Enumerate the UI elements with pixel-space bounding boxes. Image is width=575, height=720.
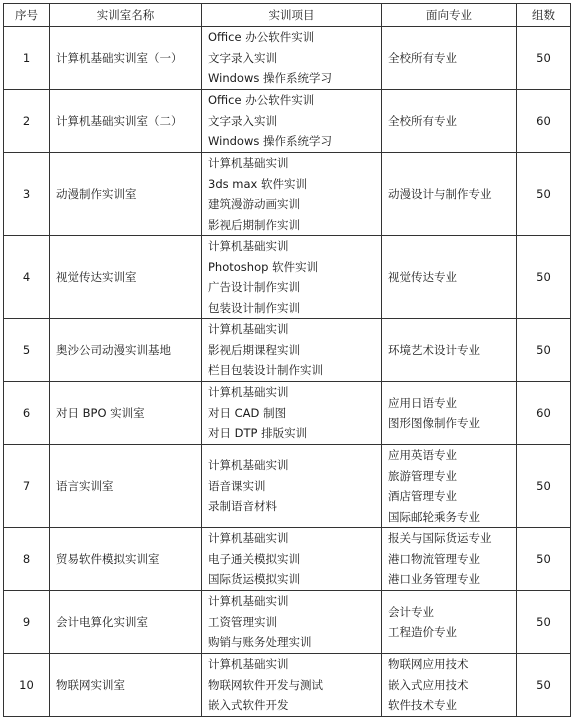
project-item: 3ds max 软件实训: [208, 176, 307, 191]
table-row: [4, 445, 571, 528]
project-item: 计算机基础实训: [208, 156, 289, 170]
cell-groups: 60: [517, 382, 571, 445]
major-item: 物联网应用技术: [388, 657, 469, 672]
table-row: [4, 382, 571, 445]
project-item: 工资管理实训: [208, 614, 277, 629]
cell-majors: [382, 236, 517, 319]
project-item: Office 办公软件实训: [208, 93, 315, 108]
cell-index: 3: [4, 153, 50, 236]
cell-majors: [382, 27, 517, 90]
cell-projects: [202, 445, 382, 528]
table-row: [4, 236, 571, 319]
table-row: [4, 27, 571, 90]
project-item: 计算机基础实训: [208, 657, 289, 672]
project-item: 建筑漫游动画实训: [208, 197, 300, 211]
project-item: 录制语音材料: [208, 499, 277, 514]
cell-groups: 50: [517, 319, 571, 382]
header-index: 序号: [4, 4, 50, 27]
major-item: 酒店管理专业: [388, 489, 457, 503]
major-item: 工程造价专业: [388, 625, 457, 639]
project-item: 语音课实训: [208, 478, 266, 493]
cell-projects: [202, 382, 382, 445]
major-item: 国际邮轮乘务专业: [388, 509, 480, 524]
project-item: 广告设计制作实训: [208, 280, 300, 294]
header-projects: 实训项目: [202, 4, 382, 27]
cell-lab-name: 奥沙公司动漫实训基地: [50, 319, 202, 382]
project-item: 文字录入实训: [208, 50, 277, 65]
major-item: 港口业务管理专业: [388, 572, 480, 587]
cell-majors: [382, 591, 517, 654]
cell-groups: 50: [517, 528, 571, 591]
project-item: 文字录入实训: [208, 113, 277, 128]
cell-index: 4: [4, 236, 50, 319]
cell-projects: [202, 27, 382, 90]
lab-table: [3, 3, 571, 717]
major-item: 嵌入式应用技术: [388, 677, 469, 692]
cell-groups: 50: [517, 27, 571, 90]
project-item: 对日 DTP 排版实训: [208, 426, 308, 441]
header-majors: 面向专业: [382, 4, 517, 27]
cell-majors: [382, 528, 517, 591]
major-item: 报关与国际货运专业: [388, 531, 492, 546]
project-item: 对日 CAD 制图: [208, 405, 287, 420]
cell-lab-name: 语言实训室: [50, 445, 202, 528]
cell-projects: [202, 591, 382, 654]
header-name: 实训室名称: [50, 4, 202, 27]
project-item: 影视后期制作实训: [208, 217, 300, 232]
project-item: Office 办公软件实训: [208, 30, 315, 45]
major-item: 视觉传达专业: [388, 269, 457, 284]
cell-index: 2: [4, 90, 50, 153]
cell-projects: [202, 236, 382, 319]
cell-lab-name: 对日 BPO 实训室: [50, 382, 202, 445]
cell-majors: [382, 445, 517, 528]
header-row: [4, 4, 571, 27]
cell-index: 10: [4, 654, 50, 717]
major-item: 会计专业: [388, 604, 434, 619]
table-row: [4, 591, 571, 654]
project-item: 购销与账务处理实训: [208, 635, 312, 650]
cell-lab-name: 计算机基础实训室（一）: [50, 27, 202, 90]
cell-majors: [382, 382, 517, 445]
major-item: 应用英语专业: [388, 448, 457, 462]
cell-majors: [382, 153, 517, 236]
major-item: 全校所有专业: [388, 50, 457, 65]
project-item: 计算机基础实训: [208, 239, 289, 253]
cell-majors: [382, 90, 517, 153]
cell-lab-name: 会计电算化实训室: [50, 591, 202, 654]
table-row: [4, 654, 571, 717]
project-item: Windows 操作系统学习: [208, 134, 332, 149]
project-item: 计算机基础实训: [208, 458, 289, 473]
header-groups: 组数: [517, 4, 571, 27]
major-item: 软件技术专业: [388, 698, 457, 713]
project-item: 计算机基础实训: [208, 322, 289, 337]
major-item: 港口物流管理专业: [388, 551, 480, 566]
cell-index: 6: [4, 382, 50, 445]
table-row: [4, 90, 571, 153]
cell-groups: 50: [517, 591, 571, 654]
project-item: 计算机基础实训: [208, 385, 289, 400]
cell-index: 7: [4, 445, 50, 528]
cell-groups: 50: [517, 445, 571, 528]
cell-groups: 50: [517, 654, 571, 717]
table-body: [4, 27, 571, 717]
cell-index: 1: [4, 27, 50, 90]
major-item: 全校所有专业: [388, 113, 457, 128]
major-item: 动漫设计与制作专业: [388, 186, 492, 201]
cell-groups: 50: [517, 153, 571, 236]
cell-majors: [382, 654, 517, 717]
major-item: 应用日语专业: [388, 395, 457, 410]
major-item: 旅游管理专业: [388, 468, 457, 483]
cell-lab-name: 动漫制作实训室: [50, 153, 202, 236]
table-row: [4, 528, 571, 591]
cell-lab-name: 贸易软件模拟实训室: [50, 528, 202, 591]
cell-index: 9: [4, 591, 50, 654]
cell-groups: 60: [517, 90, 571, 153]
project-item: Windows 操作系统学习: [208, 71, 332, 86]
cell-index: 5: [4, 319, 50, 382]
major-item: 图形图像制作专业: [388, 416, 480, 430]
cell-lab-name: 物联网实训室: [50, 654, 202, 717]
project-item: 包装设计制作实训: [208, 300, 300, 315]
project-item: Photoshop 软件实训: [208, 259, 319, 274]
cell-projects: [202, 654, 382, 717]
project-item: 计算机基础实训: [208, 531, 289, 546]
cell-projects: [202, 528, 382, 591]
cell-projects: [202, 319, 382, 382]
project-item: 电子通关模拟实训: [208, 551, 300, 566]
cell-lab-name: 计算机基础实训室（二）: [50, 90, 202, 153]
table-row: [4, 319, 571, 382]
cell-index: 8: [4, 528, 50, 591]
cell-groups: 50: [517, 236, 571, 319]
major-item: 环境艺术设计专业: [388, 342, 480, 357]
project-item: 计算机基础实训: [208, 594, 289, 609]
project-item: 栏目包装设计制作实训: [208, 363, 323, 378]
project-item: 国际货运模拟实训: [208, 572, 300, 587]
cell-projects: [202, 153, 382, 236]
project-item: 物联网软件开发与测试: [208, 677, 323, 692]
cell-majors: [382, 319, 517, 382]
cell-projects: [202, 90, 382, 153]
table-row: [4, 153, 571, 236]
project-item: 影视后期课程实训: [208, 342, 300, 357]
project-item: 嵌入式软件开发: [208, 698, 289, 713]
cell-lab-name: 视觉传达实训室: [50, 236, 202, 319]
